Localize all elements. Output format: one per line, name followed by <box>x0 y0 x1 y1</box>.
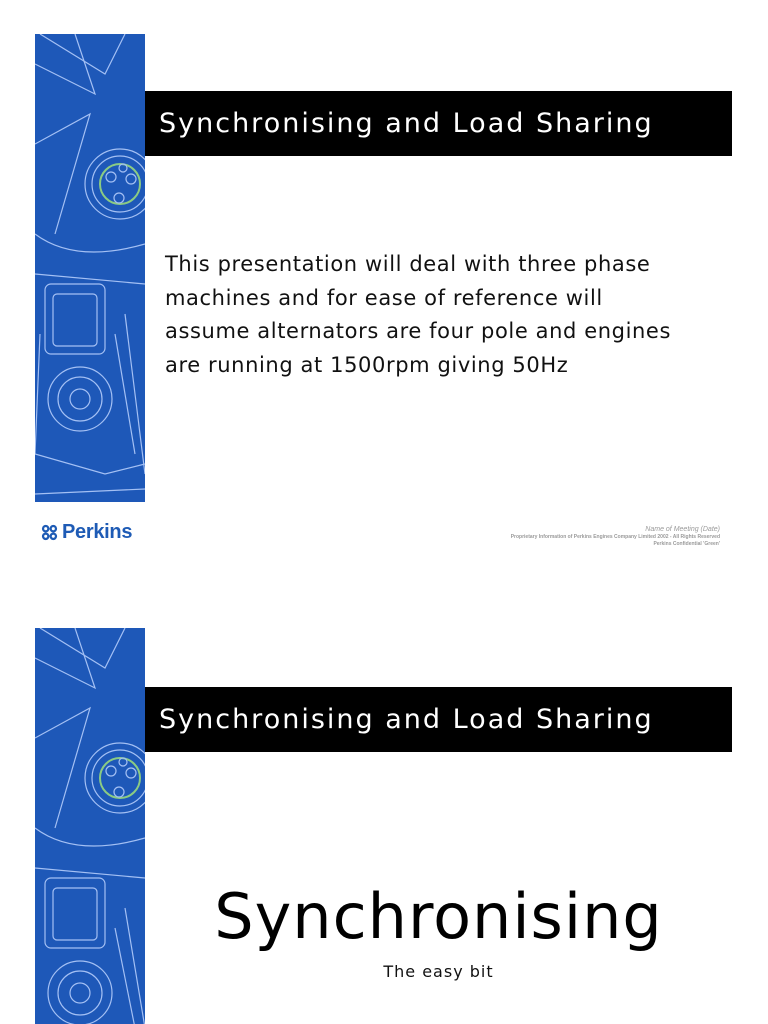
body-line: assume alternators are four pole and engines <box>165 319 671 343</box>
section-subheading: The easy bit <box>383 962 494 981</box>
engine-blueprint-image <box>35 34 145 502</box>
body-line: are running at 1500rpm giving 50Hz <box>165 352 569 377</box>
perkins-logo <box>40 518 132 546</box>
slide-2 <box>0 594 768 1024</box>
slide-footer <box>511 526 720 548</box>
body-line: machines and for ease of reference will <box>165 285 603 310</box>
logo-text: Perkins <box>62 520 133 543</box>
section-heading: Synchronising <box>214 880 663 953</box>
engine-blueprint-image <box>35 628 145 1024</box>
perkins-emblem-icon <box>40 523 59 542</box>
slide-title: Synchronising and Load Sharing <box>145 687 732 752</box>
body-line: This presentation will deal with three phase <box>165 252 651 276</box>
slide-title: Synchronising and Load Sharing <box>145 91 732 156</box>
proprietary-notice: Proprietary Information of Perkins Engines Company Limited 2002 - All Rights Reserved <box>510 534 720 540</box>
confidential-notice: Perkins Confidential 'Green' <box>653 541 720 547</box>
body-text <box>165 248 725 382</box>
meeting-name: Name of Meeting (Date) <box>645 526 720 533</box>
